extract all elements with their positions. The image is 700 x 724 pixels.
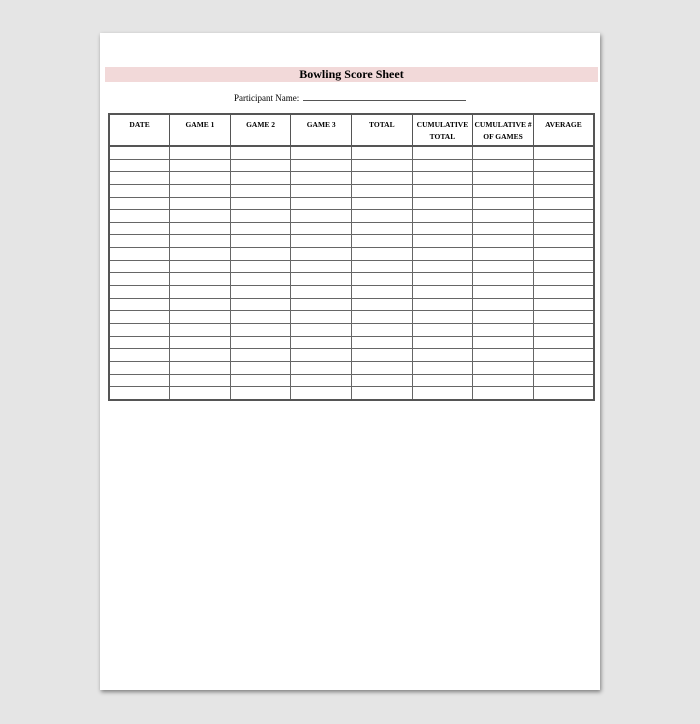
title-bar xyxy=(105,67,598,82)
table-row xyxy=(109,336,594,349)
table-cell-date[interactable] xyxy=(109,311,170,324)
table-cell-cumulative-games[interactable] xyxy=(473,286,534,299)
table-cell-cumulative-games[interactable] xyxy=(473,336,534,349)
table-row xyxy=(109,273,594,286)
table-cell-total[interactable] xyxy=(352,197,413,210)
table-row xyxy=(109,172,594,185)
table-cell-average[interactable] xyxy=(533,222,594,235)
table-cell-average[interactable] xyxy=(533,273,594,286)
table-cell-game-3[interactable] xyxy=(291,311,352,324)
table-cell-game-1[interactable] xyxy=(170,387,231,400)
table-cell-cumulative-total[interactable] xyxy=(412,298,473,311)
table-cell-average[interactable] xyxy=(533,146,594,159)
participant-name-field[interactable] xyxy=(303,92,466,101)
table-cell-game-1[interactable] xyxy=(170,172,231,185)
table-cell-game-3[interactable] xyxy=(291,336,352,349)
table-cell-game-1[interactable] xyxy=(170,361,231,374)
table-cell-game-1[interactable] xyxy=(170,260,231,273)
table-cell-game-3[interactable] xyxy=(291,298,352,311)
table-cell-cumulative-games[interactable] xyxy=(473,184,534,197)
score-table xyxy=(108,113,595,401)
participant-name-label: Participant Name: xyxy=(234,93,300,103)
table-cell-cumulative-total[interactable] xyxy=(412,184,473,197)
table-cell-cumulative-games[interactable] xyxy=(473,146,534,159)
table-cell-date[interactable] xyxy=(109,286,170,299)
table-cell-cumulative-total[interactable] xyxy=(412,361,473,374)
table-cell-total[interactable] xyxy=(352,172,413,185)
table-cell-average[interactable] xyxy=(533,235,594,248)
table-cell-game-3[interactable] xyxy=(291,172,352,185)
table-cell-cumulative-games[interactable] xyxy=(473,235,534,248)
table-cell-game-2[interactable] xyxy=(230,311,291,324)
table-cell-game-2[interactable] xyxy=(230,349,291,362)
table-cell-date[interactable] xyxy=(109,374,170,387)
table-cell-cumulative-games[interactable] xyxy=(473,374,534,387)
table-cell-game-2[interactable] xyxy=(230,298,291,311)
table-cell-game-2[interactable] xyxy=(230,146,291,159)
table-cell-average[interactable] xyxy=(533,298,594,311)
table-cell-game-1[interactable] xyxy=(170,298,231,311)
table-cell-game-2[interactable] xyxy=(230,323,291,336)
table-cell-game-3[interactable] xyxy=(291,248,352,261)
table-cell-game-3[interactable] xyxy=(291,361,352,374)
table-cell-cumulative-total[interactable] xyxy=(412,273,473,286)
table-cell-date[interactable] xyxy=(109,273,170,286)
table-cell-date[interactable] xyxy=(109,298,170,311)
table-cell-cumulative-games[interactable] xyxy=(473,298,534,311)
score-table-body xyxy=(109,146,594,400)
table-cell-game-2[interactable] xyxy=(230,159,291,172)
table-cell-average[interactable] xyxy=(533,260,594,273)
table-cell-game-1[interactable] xyxy=(170,336,231,349)
table-cell-cumulative-games[interactable] xyxy=(473,210,534,223)
table-cell-cumulative-total[interactable] xyxy=(412,197,473,210)
table-cell-cumulative-games[interactable] xyxy=(473,387,534,400)
table-cell-game-2[interactable] xyxy=(230,235,291,248)
table-cell-game-3[interactable] xyxy=(291,210,352,223)
table-cell-total[interactable] xyxy=(352,323,413,336)
table-cell-game-1[interactable] xyxy=(170,159,231,172)
table-cell-total[interactable] xyxy=(352,184,413,197)
column-header-game-1: GAME 1 xyxy=(170,114,231,146)
table-cell-cumulative-games[interactable] xyxy=(473,311,534,324)
table-row xyxy=(109,286,594,299)
table-cell-total[interactable] xyxy=(352,349,413,362)
table-cell-cumulative-total[interactable] xyxy=(412,323,473,336)
table-cell-average[interactable] xyxy=(533,184,594,197)
score-sheet-page xyxy=(100,33,600,690)
table-cell-average[interactable] xyxy=(533,361,594,374)
table-row xyxy=(109,260,594,273)
table-cell-cumulative-total[interactable] xyxy=(412,387,473,400)
table-cell-cumulative-total[interactable] xyxy=(412,172,473,185)
column-header-average: AVERAGE xyxy=(533,114,594,146)
table-cell-game-1[interactable] xyxy=(170,197,231,210)
table-row xyxy=(109,323,594,336)
table-cell-game-1[interactable] xyxy=(170,184,231,197)
table-row xyxy=(109,159,594,172)
table-row xyxy=(109,361,594,374)
table-cell-cumulative-games[interactable] xyxy=(473,172,534,185)
table-row xyxy=(109,311,594,324)
table-cell-game-2[interactable] xyxy=(230,273,291,286)
table-cell-cumulative-total[interactable] xyxy=(412,336,473,349)
table-cell-average[interactable] xyxy=(533,311,594,324)
table-cell-game-2[interactable] xyxy=(230,286,291,299)
table-row xyxy=(109,222,594,235)
table-cell-date[interactable] xyxy=(109,260,170,273)
table-cell-date[interactable] xyxy=(109,248,170,261)
table-cell-game-2[interactable] xyxy=(230,374,291,387)
table-row xyxy=(109,248,594,261)
column-header-cumulative-games: CUMULATIVE # OF GAMES xyxy=(473,114,534,146)
table-cell-cumulative-total[interactable] xyxy=(412,210,473,223)
participant-name-row xyxy=(234,92,466,103)
table-cell-cumulative-games[interactable] xyxy=(473,197,534,210)
table-cell-average[interactable] xyxy=(533,387,594,400)
table-cell-total[interactable] xyxy=(352,146,413,159)
table-row xyxy=(109,197,594,210)
table-cell-date[interactable] xyxy=(109,184,170,197)
column-header-total: TOTAL xyxy=(352,114,413,146)
table-cell-date[interactable] xyxy=(109,361,170,374)
table-cell-cumulative-total[interactable] xyxy=(412,260,473,273)
table-cell-game-1[interactable] xyxy=(170,286,231,299)
table-cell-average[interactable] xyxy=(533,210,594,223)
table-cell-game-1[interactable] xyxy=(170,146,231,159)
column-header-cumulative-total: CUMULATIVE TOTAL xyxy=(412,114,473,146)
table-cell-date[interactable] xyxy=(109,197,170,210)
table-cell-cumulative-games[interactable] xyxy=(473,248,534,261)
table-cell-date[interactable] xyxy=(109,146,170,159)
table-cell-cumulative-games[interactable] xyxy=(473,323,534,336)
table-row xyxy=(109,349,594,362)
table-cell-game-3[interactable] xyxy=(291,197,352,210)
table-cell-average[interactable] xyxy=(533,197,594,210)
table-cell-cumulative-games[interactable] xyxy=(473,222,534,235)
table-cell-cumulative-total[interactable] xyxy=(412,222,473,235)
table-cell-date[interactable] xyxy=(109,323,170,336)
table-cell-game-3[interactable] xyxy=(291,159,352,172)
table-cell-date[interactable] xyxy=(109,349,170,362)
table-cell-total[interactable] xyxy=(352,159,413,172)
table-cell-game-3[interactable] xyxy=(291,273,352,286)
table-cell-total[interactable] xyxy=(352,387,413,400)
table-cell-total[interactable] xyxy=(352,374,413,387)
table-cell-date[interactable] xyxy=(109,235,170,248)
table-row xyxy=(109,235,594,248)
table-cell-cumulative-games[interactable] xyxy=(473,349,534,362)
table-cell-game-2[interactable] xyxy=(230,210,291,223)
table-cell-game-1[interactable] xyxy=(170,374,231,387)
table-row xyxy=(109,210,594,223)
table-row xyxy=(109,387,594,400)
table-cell-total[interactable] xyxy=(352,286,413,299)
table-cell-game-2[interactable] xyxy=(230,361,291,374)
table-cell-date[interactable] xyxy=(109,222,170,235)
table-cell-total[interactable] xyxy=(352,260,413,273)
table-cell-game-2[interactable] xyxy=(230,222,291,235)
table-cell-date[interactable] xyxy=(109,159,170,172)
table-cell-date[interactable] xyxy=(109,210,170,223)
table-cell-cumulative-total[interactable] xyxy=(412,374,473,387)
table-cell-total[interactable] xyxy=(352,298,413,311)
table-row xyxy=(109,298,594,311)
table-cell-game-3[interactable] xyxy=(291,184,352,197)
table-cell-date[interactable] xyxy=(109,387,170,400)
table-cell-total[interactable] xyxy=(352,361,413,374)
table-cell-game-1[interactable] xyxy=(170,235,231,248)
table-cell-game-1[interactable] xyxy=(170,248,231,261)
table-cell-game-1[interactable] xyxy=(170,222,231,235)
table-cell-average[interactable] xyxy=(533,286,594,299)
table-cell-total[interactable] xyxy=(352,273,413,286)
table-cell-game-3[interactable] xyxy=(291,146,352,159)
table-cell-game-3[interactable] xyxy=(291,286,352,299)
table-cell-game-3[interactable] xyxy=(291,235,352,248)
table-cell-cumulative-total[interactable] xyxy=(412,248,473,261)
table-cell-date[interactable] xyxy=(109,336,170,349)
table-row xyxy=(109,184,594,197)
table-cell-game-3[interactable] xyxy=(291,387,352,400)
table-cell-cumulative-games[interactable] xyxy=(473,273,534,286)
column-header-date: DATE xyxy=(109,114,170,146)
table-row xyxy=(109,374,594,387)
table-cell-total[interactable] xyxy=(352,222,413,235)
table-cell-game-2[interactable] xyxy=(230,336,291,349)
table-cell-cumulative-total[interactable] xyxy=(412,235,473,248)
table-cell-average[interactable] xyxy=(533,349,594,362)
table-cell-game-2[interactable] xyxy=(230,184,291,197)
table-cell-average[interactable] xyxy=(533,159,594,172)
table-cell-date[interactable] xyxy=(109,172,170,185)
table-cell-average[interactable] xyxy=(533,323,594,336)
table-cell-game-2[interactable] xyxy=(230,260,291,273)
table-cell-game-3[interactable] xyxy=(291,349,352,362)
table-cell-average[interactable] xyxy=(533,374,594,387)
table-cell-game-2[interactable] xyxy=(230,172,291,185)
table-cell-game-1[interactable] xyxy=(170,323,231,336)
table-cell-game-3[interactable] xyxy=(291,260,352,273)
column-header-game-3: GAME 3 xyxy=(291,114,352,146)
table-cell-game-3[interactable] xyxy=(291,323,352,336)
sheet-title: Bowling Score Sheet xyxy=(299,67,404,81)
table-cell-average[interactable] xyxy=(533,248,594,261)
table-cell-game-1[interactable] xyxy=(170,273,231,286)
table-cell-total[interactable] xyxy=(352,311,413,324)
table-cell-game-2[interactable] xyxy=(230,197,291,210)
table-cell-game-1[interactable] xyxy=(170,349,231,362)
table-cell-average[interactable] xyxy=(533,172,594,185)
table-cell-game-2[interactable] xyxy=(230,387,291,400)
table-cell-average[interactable] xyxy=(533,336,594,349)
table-cell-cumulative-total[interactable] xyxy=(412,349,473,362)
table-cell-cumulative-total[interactable] xyxy=(412,146,473,159)
table-cell-game-1[interactable] xyxy=(170,210,231,223)
score-table-header-row xyxy=(109,114,594,146)
table-cell-game-3[interactable] xyxy=(291,222,352,235)
table-cell-total[interactable] xyxy=(352,235,413,248)
table-cell-total[interactable] xyxy=(352,336,413,349)
table-cell-game-2[interactable] xyxy=(230,248,291,261)
table-cell-total[interactable] xyxy=(352,248,413,261)
table-row xyxy=(109,146,594,159)
table-cell-game-1[interactable] xyxy=(170,311,231,324)
table-cell-cumulative-total[interactable] xyxy=(412,286,473,299)
table-cell-cumulative-games[interactable] xyxy=(473,361,534,374)
table-cell-cumulative-games[interactable] xyxy=(473,260,534,273)
table-cell-total[interactable] xyxy=(352,210,413,223)
table-cell-cumulative-total[interactable] xyxy=(412,159,473,172)
table-cell-cumulative-games[interactable] xyxy=(473,159,534,172)
table-cell-game-3[interactable] xyxy=(291,374,352,387)
column-header-game-2: GAME 2 xyxy=(230,114,291,146)
table-cell-cumulative-total[interactable] xyxy=(412,311,473,324)
